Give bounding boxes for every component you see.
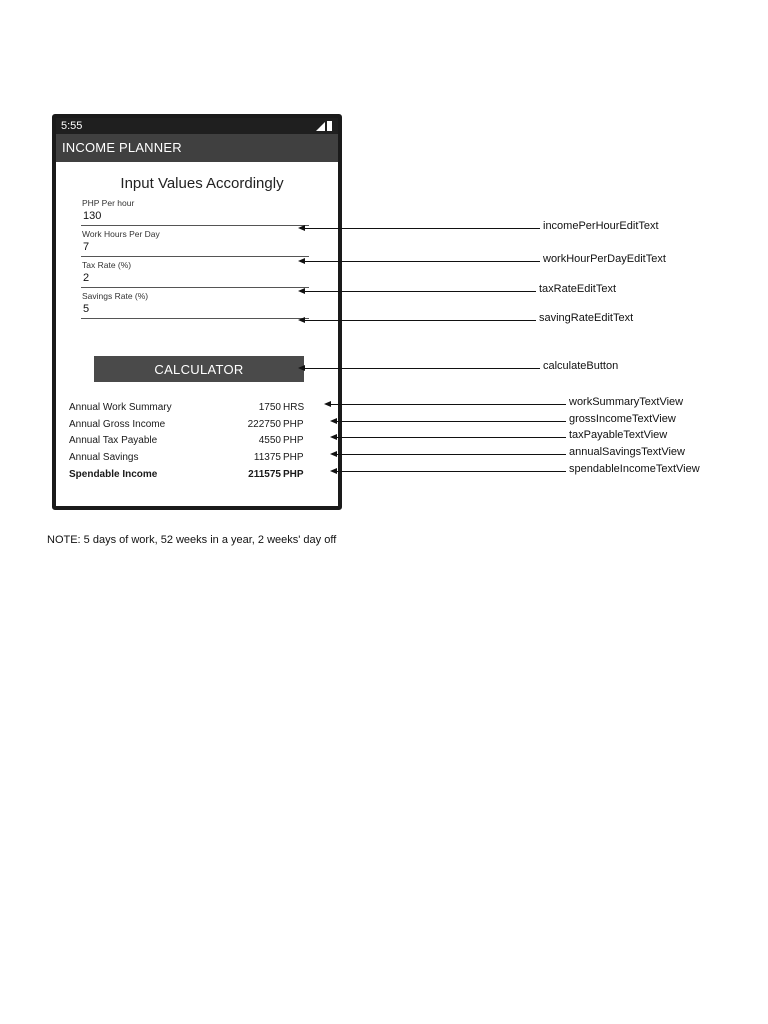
battery-icon [327,121,332,131]
annual-savings-value: 11375 [253,452,281,464]
spendable-income-label: Spendable Income [69,468,158,480]
gross-income-label: Annual Gross Income [69,418,166,430]
savings-rate-label: Savings Rate (%) [82,291,149,301]
work-hours-per-day-input[interactable] [81,239,309,257]
work-hours-per-day-field [78,229,314,260]
tax-payable-arrow-line [336,437,566,438]
summary-list [69,400,333,483]
tax-rate-callout: taxRateEditText [539,283,617,295]
work-hours-per-day-label: Work Hours Per Day [82,229,160,239]
spendable-income-unit: PHP [283,468,304,480]
tax-payable-row [69,433,333,450]
app-title: INCOME PLANNER [62,140,182,155]
income-per-hour-label: PHP Per hour [82,198,135,208]
signal-icon [316,122,325,131]
tax-rate-arrow-line [304,291,536,292]
work-summary-row [69,400,333,417]
spendable-income-row [69,467,333,484]
spendable-income-arrow-line [336,471,566,472]
annual-savings-label: Annual Savings [69,452,139,464]
status-icons [316,121,332,131]
savings-rate-field [78,291,314,322]
work-summary-value: 1750 [258,402,281,413]
savings-rate-input[interactable] [81,301,309,319]
saving-rate-arrow-line [304,320,536,321]
calculate-arrow-line [304,368,540,369]
gross-income-row [69,417,333,434]
annual-savings-row [69,450,333,467]
annual-savings-callout: annualSavingsTextView [569,446,685,458]
tax-payable-label: Annual Tax Payable [69,435,158,447]
status-bar [56,118,338,134]
annual-savings-arrow-line [336,454,566,455]
tax-rate-field [78,260,314,291]
form-heading: Input Values Accordingly [120,175,284,192]
income-per-hour-input[interactable] [81,208,309,226]
saving-rate-callout: savingRateEditText [539,312,634,324]
spendable-income-value: 211575 [248,468,281,480]
spendable-income-callout: spendableIncomeTextView [569,463,700,475]
calculate-callout: calculateButton [543,360,619,372]
gross-income-arrow-line [336,421,566,422]
work-hours-arrow-line [304,261,540,262]
calculate-button[interactable]: CALCULATOR [94,356,304,382]
gross-income-callout: grossIncomeTextView [569,413,676,425]
work-summary-arrow-line [330,404,566,405]
annual-savings-unit: PHP [283,452,304,464]
work-hours-callout: workHourPerDayEditText [543,253,666,265]
footnote: NOTE: 5 days of work, 52 weeks in a year, 2 weeks' day off [47,534,337,546]
work-summary-callout: workSummaryTextView [569,396,684,408]
tax-payable-callout: taxPayableTextView [569,429,668,441]
phone-mockup [52,114,342,510]
work-summary-unit: HRS [283,402,305,413]
tax-payable-value: 4550 [258,435,281,447]
income-per-hour-field [78,198,314,229]
tax-payable-unit: PHP [283,435,304,447]
status-time: 5:55 [61,120,83,132]
app-bar [56,134,338,162]
income-per-hour-callout: incomePerHourEditText [543,220,659,232]
gross-income-value: 222750 [247,418,281,430]
tax-rate-label: Tax Rate (%) [82,260,132,270]
tax-rate-input[interactable] [81,270,309,288]
gross-income-unit: PHP [283,418,304,430]
income-per-hour-arrow-line [304,228,540,229]
work-summary-label: Annual Work Summary [69,402,172,413]
